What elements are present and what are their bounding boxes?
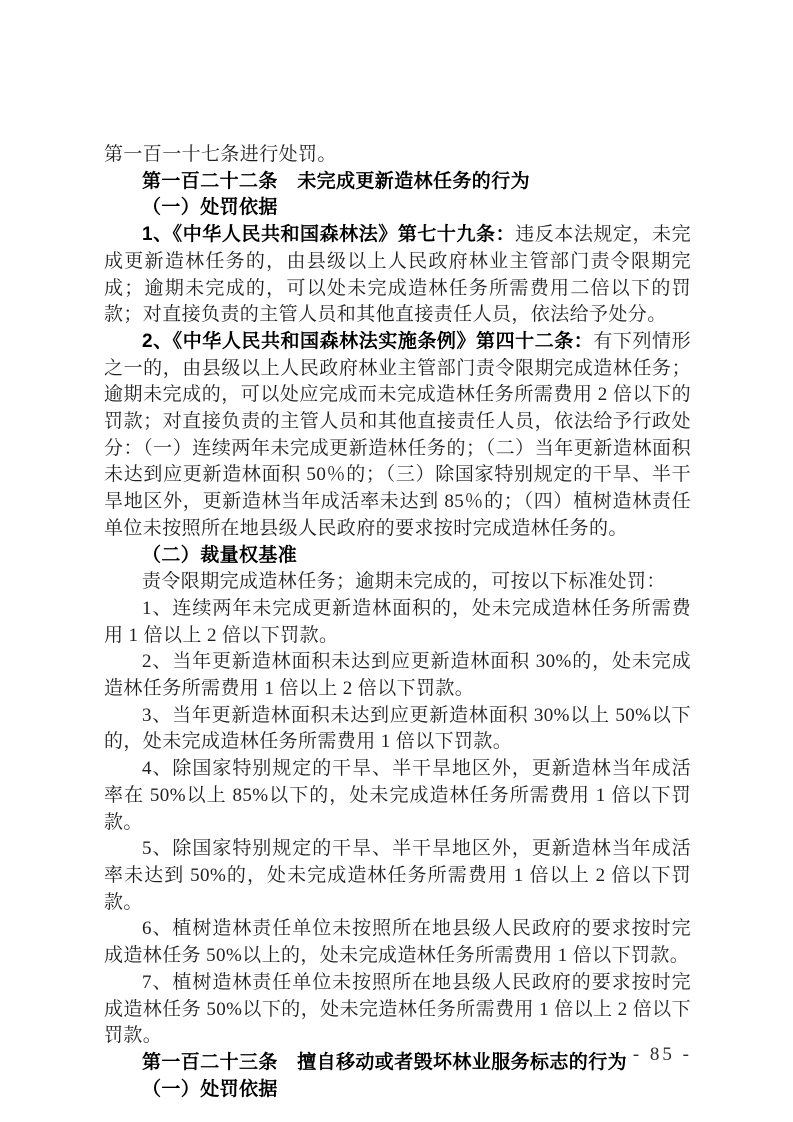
penalty-basis-item-1 xyxy=(104,222,691,329)
section-1-penalty-basis-heading-article-123 xyxy=(104,1077,691,1104)
benchmark-item-7 xyxy=(104,970,691,1050)
law-citation-run: 2、《中华人民共和国森林法实施条例》第四十二条： xyxy=(142,330,594,352)
benchmark-item-5 xyxy=(104,836,691,916)
discretion-intro xyxy=(104,569,691,596)
heading-run: 第一百二十二条 未完成更新造林任务的行为 xyxy=(142,170,531,192)
text-run: 5、除国家特别规定的干旱、半干旱地区外，更新造林当年成活率未达到 50%的，处未完成造林任务所需费用 1 倍以上 2 倍以下罚款。 xyxy=(104,838,691,913)
document-content xyxy=(104,142,691,1103)
section-1-penalty-basis-heading xyxy=(104,195,691,222)
article-122-heading xyxy=(104,169,691,196)
law-citation-run: 1、《中华人民共和国森林法》第七十九条： xyxy=(142,224,516,246)
heading-run: （一）处罚依据 xyxy=(142,197,278,219)
text-run: 7、植树造林责任单位未按照所在地县级人民政府的要求按时完成造林任务 50%以下的，处未完造林任务所需费用 1 倍以上 2 倍以下罚款。 xyxy=(104,971,691,1047)
page-number: - 85 - xyxy=(632,1044,692,1065)
text-run: 有下列情形之一的，由县级以上人民政府林业主管部门责令限期完成造林任务；逾期未完成的，可以处应完成而未完成造林任务所需费用 2 倍以下的罚款；对直接负责的主管人员和其他直接责任人员，依法给予行政处分：（一）连续两年未完成更新造林任务的；（二）当年更新造林面积未达到应更新造林面积 50％的；（三）除国家特别规定的干旱、半干旱地区外，更新造林当年成活率未达到 85％的；（四）植树造林责任单位未按照所在地县级人民政府的要求按时完成造林任务的。 xyxy=(104,330,691,539)
text-run: 4、除国家特别规定的干旱、半干旱地区外，更新造林当年成活率在 50%以上 85%以下的，处未完成造林任务所需费用 1 倍以下罚款。 xyxy=(104,758,691,833)
heading-run: （一）处罚依据 xyxy=(142,1078,278,1100)
penalty-basis-item-2 xyxy=(104,329,691,543)
benchmark-item-2 xyxy=(104,649,691,702)
text-run: 6、植树造林责任单位未按照所在地县级人民政府的要求按时完成造林任务 50%以上的，处未完成造林任务所需费用 1 倍以下罚款。 xyxy=(104,918,691,967)
benchmark-item-3 xyxy=(104,703,691,756)
heading-run: （二）裁量权基准 xyxy=(142,544,298,566)
text-run: 2、当年更新造林面积未达到应更新造林面积 30%的，处未完成造林任务所需费用 1 倍以上 2 倍以下罚款。 xyxy=(104,651,691,700)
paragraph-continuation xyxy=(104,142,691,169)
benchmark-item-6 xyxy=(104,916,691,969)
text-run: 第一百一十七条进行处罚。 xyxy=(104,144,337,165)
benchmark-item-1 xyxy=(104,596,691,649)
heading-run: 第一百二十三条 擅自移动或者毁坏林业服务标志的行为 xyxy=(142,1051,628,1073)
text-run: 1、连续两年未完成更新造林面积的，处未完成造林任务所需费用 1 倍以上 2 倍以下罚款。 xyxy=(104,597,691,646)
section-2-discretion-benchmark-heading xyxy=(104,543,691,570)
text-run: 责令限期完成造林任务；逾期未完成的，可按以下标准处罚： xyxy=(142,571,666,593)
text-run: 3、当年更新造林面积未达到应更新造林面积 30%以上 50%以下的，处未完成造林任务所需费用 1 倍以下罚款。 xyxy=(104,704,691,753)
benchmark-item-4 xyxy=(104,756,691,836)
article-123-heading xyxy=(104,1050,691,1077)
text-run: 违反本法规定，未完成更新造林任务的，由县级以上人民政府林业主管部门责令限期完成；逾期未完成的，可以处未完成造林任务所需费用二倍以下的罚款；对直接负责的主管人员和其他直接责任人员，依法给予处分。 xyxy=(104,224,691,326)
